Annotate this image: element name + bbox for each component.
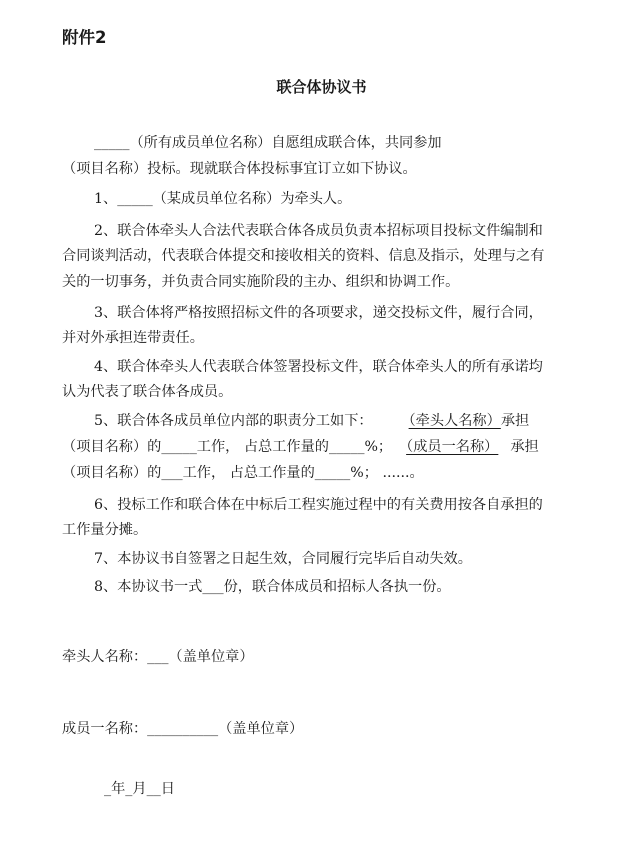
clause-5-line-3: （项目名称）的___工作， 占总工作量的_____%； ......。 [62, 465, 424, 481]
clause-3-line-2: 并对外承担连带责任。 [62, 330, 204, 346]
clause-5-prefix: 5、联合体各成员单位内部的职责分工如下： [94, 413, 373, 429]
clause-2-line-3: 关的一切事务，并负责合同实施阶段的主办、组织和协调工作。 [62, 274, 460, 290]
clause-2-line-1: 2、联合体牵头人合法代表联合体各成员负责本招标项目投标文件编制和 [94, 223, 543, 239]
clause-5-line-2 [62, 436, 539, 456]
clause-2-line-2: 合同谈判活动，代表联合体提交和接收相关的资料、信息及指示，处理与之有 [62, 248, 545, 264]
clause-1: 1、_____（某成员单位名称）为牵头人。 [94, 191, 352, 207]
clause-4-line-2: 认为代表了联合体各成员。 [62, 384, 233, 400]
lead-signature-line: 牵头人名称：___（盖单位章） [62, 649, 254, 665]
member-name-blank: （成员一名称） [406, 439, 499, 455]
clause-4-line-1: 4、联合体牵头人代表联合体签署投标文件，联合体牵头人的所有承诺均 [94, 359, 543, 375]
clause-5-line-2-text: （项目名称）的_____工作， 占总工作量的_____%； [62, 439, 393, 455]
intro-line-2: （项目名称）投标。现就联合体投标事宜订立如下协议。 [62, 161, 417, 177]
clause-8: 8、本协议书一式___份，联合体成员和招标人各执一份。 [94, 579, 451, 595]
attachment-label: 附件2 [62, 28, 107, 47]
intro-line-1: _____（所有成员单位名称）自愿组成联合体，共同参加 [94, 135, 442, 151]
document-title: 联合体协议书 [276, 78, 367, 96]
lead-name-blank: （牵头人名称） [408, 413, 501, 429]
clause-7: 7、本协议书自签署之日起生效，合同履行完毕后自动失效。 [94, 551, 472, 567]
date-line: _年_月__日 [104, 781, 175, 797]
member-signature-line: 成员一名称：__________（盖单位章） [62, 721, 304, 737]
clause-6-line-2: 工作量分摊。 [62, 522, 148, 538]
clause-5-line-1 [94, 410, 529, 430]
clause-5-undertake-2: 承担 [510, 439, 539, 455]
clause-5-undertake-1: 承担 [500, 413, 530, 429]
clause-3-line-1: 3、联合体将严格按照招标文件的各项要求，递交投标文件，履行合同， [94, 305, 543, 321]
clause-6-line-1: 6、投标工作和联合体在中标后工程实施过程中的有关费用按各自承担的 [94, 497, 543, 513]
